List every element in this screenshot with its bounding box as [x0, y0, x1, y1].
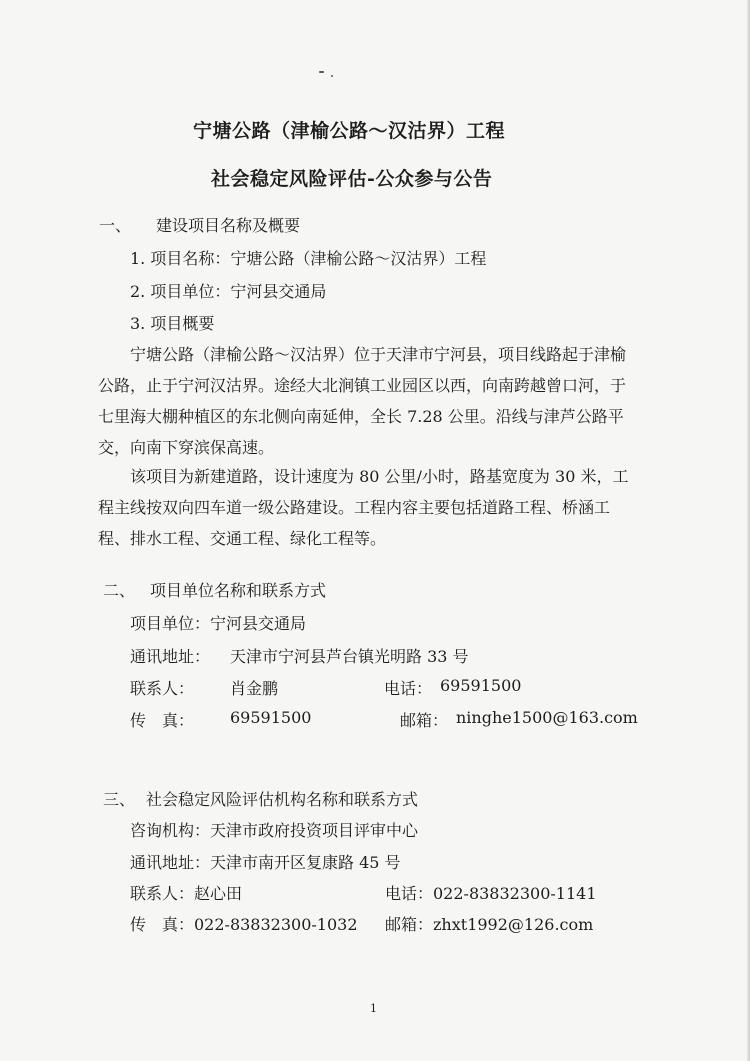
page-number: 1: [370, 1002, 377, 1015]
project-overview-paragraph-1: 宁塘公路（津榆公路～汉沽界）位于天津市宁河县，项目线路起于津榆公路，止于宁河汉沽界。途经大北涧镇工业园区以西，向南跨越曾口河，于七里海大棚种植区的东北侧向南延伸，全长 7.28 公里。沿线与津芦公路平交，向南下穿滨保高速。: [98, 345, 627, 457]
section-3-number: 三、: [103, 790, 136, 809]
agency-contact: 联系人：赵心田: [130, 884, 243, 903]
section-2-heading: 项目单位名称和联系方式: [150, 581, 327, 600]
email-value: ninghe1500@163.com: [456, 708, 638, 727]
section-1-item-3: 3. 项目概要: [130, 314, 215, 333]
scan-speck: [319, 71, 324, 73]
section-1-item-1: 1. 项目名称：宁塘公路（津榆公路～汉沽界）工程: [130, 249, 487, 268]
address-label: 通讯地址：: [130, 647, 211, 666]
phone-value: 69591500: [440, 676, 522, 695]
fax-value: 69591500: [230, 708, 312, 727]
project-unit: 项目单位：宁河县交通局: [130, 614, 307, 633]
agency-email: 邮箱：zhxt1992@126.com: [385, 915, 594, 934]
project-overview-paragraph-2: 该项目为新建道路，设计速度为 80 公里/小时，路基宽度为 30 米，工程主线按双向四车道一级公路建设。工程内容主要包括道路工程、桥涵工程、排水工程、交通工程、绿化工程等。: [98, 467, 629, 548]
section-1-item-2: 2. 项目单位：宁河县交通局: [130, 282, 327, 301]
document-subtitle: 社会稳定风险评估-公众参与公告: [211, 168, 493, 190]
section-1-heading: 建设项目名称及概要: [156, 216, 301, 235]
agency-fax: 传 真：022-83832300-1032: [130, 915, 358, 934]
contact-label: 联系人：: [130, 679, 195, 698]
agency-phone: 电话：022-83832300-1141: [385, 884, 597, 903]
phone-label: 电话：: [384, 679, 433, 698]
agency-address: 通讯地址：天津市南开区复康路 45 号: [130, 853, 401, 872]
section-2-number: 二、: [103, 581, 136, 600]
section-3-heading: 社会稳定风险评估机构名称和联系方式: [146, 790, 419, 809]
section-1-number: 一、: [99, 216, 132, 235]
scan-speck: [331, 75, 333, 77]
address-value: 天津市宁河县芦台镇光明路 33 号: [230, 647, 469, 666]
consulting-agency: 咨询机构：天津市政府投资项目评审中心: [130, 821, 419, 840]
contact-value: 肖金鹏: [230, 679, 279, 698]
fax-label: 传 真：: [130, 711, 195, 730]
email-label: 邮箱：: [400, 711, 449, 730]
document-title: 宁塘公路（津榆公路～汉沽界）工程: [193, 120, 506, 142]
